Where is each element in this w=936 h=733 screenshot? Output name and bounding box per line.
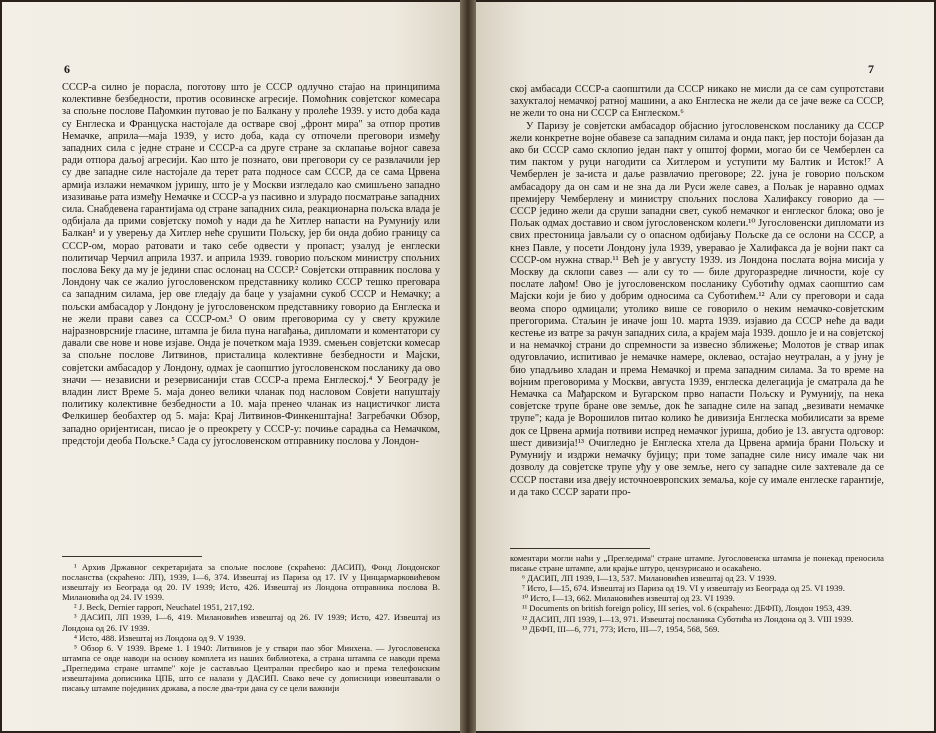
paragraph: СССР-а силно је порасла, поготову што је СССР одлучно стајао на принципима колективне безбедности, против осовинске агресије. Помоћник совјетског комесара за спољне послове Пађомкин путовао је по Балкану у пролеће 1939. у исто доба када су Енглеска и Француска настојале да остваре свој „фронт мира" за отпор против Немачке, априла—маја 1939, у исто доба, када су отпочели преговори између западних сила с једне стране и СССР-а са друге стране за склапање војног савеза ради отпора даљој агресији. Као што је познато, ови преговори су се развлачили јер су две западне силе настојале да терет рата подносе сам СССР, да се сама Црвена армија излажи немачком јуришу, што је у Москви изгледало као смишљено западно изазивање рата између Немачке и СССР-а уз пасивно и злурадо посматрање западних сила. Снабдевена гарантијама од стране западних сила, реакционарна пољска влада је одбијала да прими совјетску помоћ у нади да ће Хитлер напасти на Румунију или Балкан¹ и у уверењу да Хитлер неће срушити Пољску, јер би онда добио границу са СССР-ом, морао ратовати и тако себе одвести у пропаст; узалуд је енглески политичар Черчил априла 1937. и априла 1939. говорио пољском министру спољних послова Беку да му је једини спас ослонац на СССР.² Совјетски отправник послова у Лондону чак се жалио југословенском представнику колико СССР тешко преговара са западним силама, јер ове гледају да баце у узајамни сукоб СССР и Немачку; а пољски амбасадор у Лондону је југословенском представнику говорио да Енглеска и не жели прави савез са СССР-ом.³ О овим преговорима су у свету кружиле најразноврсније гласине, штампа је била пуна нагађања, дипломати и коментатори су давали све нове и нове изјаве. Онда је почетком маја 1939. смењен совјетски комесар за спољне послове Литвинов, присталица колективне безбедности и Мајски, совјетски амбасадор у Лондону, одмах је саопштио југословенском посланику да ово значи — независни и резервисанији став СССР-а према Енглеској.⁴ У Београду је владин лист Време 5. маја донео велики чланак под насловом Совјети напуштају политику колективне безбедности а 10. маја пренео чланак из нацистичког листа Фелкишер беобахтер од 5. маја: Крај Литвинов-Финкенштајна! Загребачки Обзор, западно оријентисан, писао је о преокрету у СССР-у: почиње сарадња са Немачком, предстоји деоба Пољске.⁵ Сада су југословенском отправнику послова у Лондон- [62,82,440,447]
footnote: ⁵ Обзор 6. V 1939. Време 1. I 1940: Литвинов је у ствари пао због Минхена. — Југословенска штампа се овде наводи на основу комплета из нашиx библиотека, а страна штампа се наводи према „Прегледима стране штампе" које је састављао Централни пресбиро као и према телефонским извештајима дописника ЦПБ, што се налази у ДАСИП. Свако вече су дописници извештавали о писању штампе појединих држава, а после два-три дана су се цели важнији [62,642,440,694]
footnote: ² J. Beck, Dernier rapport, Neuchatel 1951, 217,192. [74,602,255,613]
footnote: ¹ Архив Државног секретаријата за спољне послове (скраћено: ДАСИП), Фонд Лондонског посланства (скраћено: ЛП), 1939, I—6, 374. Извештај из Париза од 17. IV у Цинцармарковићевом извештају из Београда од 20. IV 1939; Исто, 426. Извештај из Лондона отправника послова В. Милановића од 24. IV 1939. [62,562,440,603]
body-text [510,84,884,499]
footnote: ⁶ ДАСИП, ЛП 1939, I—13, 537. Милановићев извештај од 23. V 1939. [522,573,777,584]
footnote: ¹⁰ Исто, I—13, 662. Милановићев извештај од 23. VI 1939. [522,593,735,604]
left-page [2,2,460,731]
paragraph: У Паризу је совјетски амбасадор објаснио југословенском посланику да СССР жели конкретне војне обавезе са западним силама и онда пакт, јер постоји бојазан да ако би СССР само склопио један пакт у општој форми, могао би се Чемберлен са тим пактом у руци нагодити са Хитлером и уступити му Балтик и Исток!⁷ А Чемберлен је за-иста и даље развлачио преговоре; 22. јуна је говорио пољском амбасадору да он сам и не зна да ли Руси желе савез, а Пољак је наравно одмах премијеру Чемберлену и министру спољних послова Халифаксу говорио да — СССР једино жели да сруши западни свет, сукоб немачког и енглеског блока; ово је Пољак одмах доставио и свом југословенском колеги.¹⁰ Југословенски дипломати из свих престоница јављали су о опасном одбијању Пољске да се ослони на СССР, а кнез Павле, у посети Лондону јула 1939, уверавао је Халифакса да је војни пакт са СССР-ом нужна ствар.¹¹ Већ је у августу 1939. из Лондона послата војна мисија у Москву да склопи савез — али су то — биле другоразредне личности, које су послате лађом! Ово је југословенском посланику Суботићу одмах саопштио сам Мајски који је био у добрим односима са Суботићем.¹² Али су преговори и сада веома споро одмицали; утолико више се говорило о неким немачко-совјетским прегогорима. Стаљин је иначе још 10. марта 1939. изјавио да СССР неће да вади кестење из ватре за рачун западних сила, а крајем маја 1939. дошло је и на совјетској и на немачкој страни до спремности за извесно зближење; Молотов је ствар ипак одуговлачио, испитивао је немачке намере, оклевао, остајао неутралан, а у јуну је био упадљиво хладан и према Немачкој и према западним силама. За то време на војним преговорима у Москви, августа 1939, енглеска делегација је сматрала да ће Немачка са Мађарском и Бугарском прво напасти Пољску и Румунију, па нека совјетске трупе бране ове земље, док ће западне силе на запад „везивати немачке трупе"; када је Ворошилов питао колико ће дивизија Енглеска мобилисати за време док се Црвена армија потвиви испред немачког јуриша, добио је 13. августа одговор: шест дивизија!¹³ Очигледно је Енглеска хтела да Црвена армија брани Пољску и Румунију и издржи немачку бујицу; при томе западне силе нису имале чак ни дозволу да совјетске трупе уђу у ове земље, него су западне силе захтевале да се СССР постави иза двеју источноевропских земаља, које су имале енглеске гарантије, и да тако СССР зарати про- [510,120,884,498]
book-gutter [460,0,476,733]
footnote: коментари могли наћи у „Прегледима" стране штампе. Југословенска штампа је понекад преносила писање стране штампе, али крајње штуро, цензурисано и осакаћено. [510,553,884,574]
paragraph: ској амбасади СССР-а саопштили да СССР никако не мисли да се сам супротстави захукталој немачкој ратној машини, а ако Енглеска не жели да се јаче веже са СССР, не жели то она ни СССР са Енглеском.⁶ [510,84,884,120]
footnote: ⁴ Исто, 488. Извештај из Лондона од 9. V 1939. [74,632,246,643]
footnotes [510,553,884,634]
page-number: 7 [868,62,874,76]
footnote: ¹³ ДБФП, III—6, 771, 773; Исто, III—7, 1954, 568, 569. [522,623,720,634]
footnote-rule [510,548,650,549]
body-text [62,82,440,448]
footnote: ¹² ДАСИП, ЛП 1939, I—13, 971. Извештај посланика Суботића из Лондона од 3. VIII 1939. [522,613,854,624]
footnote: ⁷ Исто, I—15, 674. Извештај из Париза од 19. VI у извештају из Београда од 25. VI 1939. [522,583,845,594]
right-page [476,2,934,731]
footnotes [62,562,440,693]
footnote: ¹¹ Documents on british foreign policy, III series, vol. 6 (скраћено: ДБФП), Лондон 1953, 439. [522,603,852,614]
footnote: ³ ДАСИП, ЛП 1939, I—6, 419. Милановићев извештај од 26. IV 1939; Исто, 427. Извештај из Лондона од 26. IV 1939. [62,612,441,633]
footnote-rule [62,556,202,557]
page-number: 6 [64,62,70,76]
